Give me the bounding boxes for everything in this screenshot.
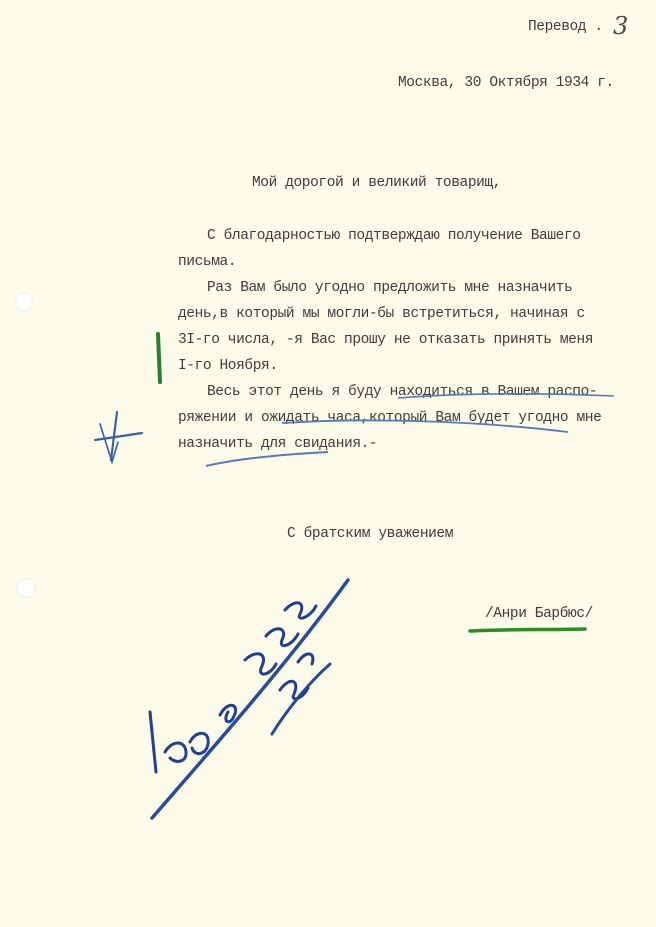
letter-line: назначить для свидания.- — [178, 436, 378, 452]
cross-mark-icon — [95, 412, 142, 462]
page-number: 3 — [613, 12, 629, 40]
blue-underline-3 — [206, 452, 328, 466]
blue-underline-1 — [398, 394, 614, 398]
diagonal-stroke-short — [272, 664, 330, 734]
translation-label: Перевод . — [528, 19, 603, 35]
salutation: Мой дорогой и великий товарищ, — [252, 175, 502, 191]
letter-line: письма. — [178, 254, 237, 270]
place-date: Москва, 30 Октября 1934 г. — [398, 75, 614, 91]
letter-line: день,в который мы могли-бы встретиться, начиная с — [178, 306, 585, 322]
letter-line: Раз Вам было угодно предложить мне назначить — [207, 280, 573, 296]
green-margin-mark — [158, 334, 160, 382]
letter-line: 3I-го числа, -я Вас прошу не отказать принять меня — [178, 332, 594, 348]
letter-line: С благодарностью подтверждаю получение Вашего — [207, 228, 581, 244]
letter-line: ряжении и ожидать часа,который Вам будет угодно мне — [178, 410, 602, 426]
letter-line: Весь этот день я буду находиться в Вашем распо- — [207, 384, 598, 400]
green-signature-underline — [470, 629, 585, 631]
blue-underline-2 — [282, 420, 568, 432]
letter-line: I-го Ноября. — [178, 358, 278, 374]
closing: С братским уважением — [287, 526, 454, 542]
diagonal-stroke-long — [152, 580, 348, 818]
signature: /Анри Барбюс/ — [485, 606, 593, 622]
handwritten-note — [150, 603, 316, 772]
